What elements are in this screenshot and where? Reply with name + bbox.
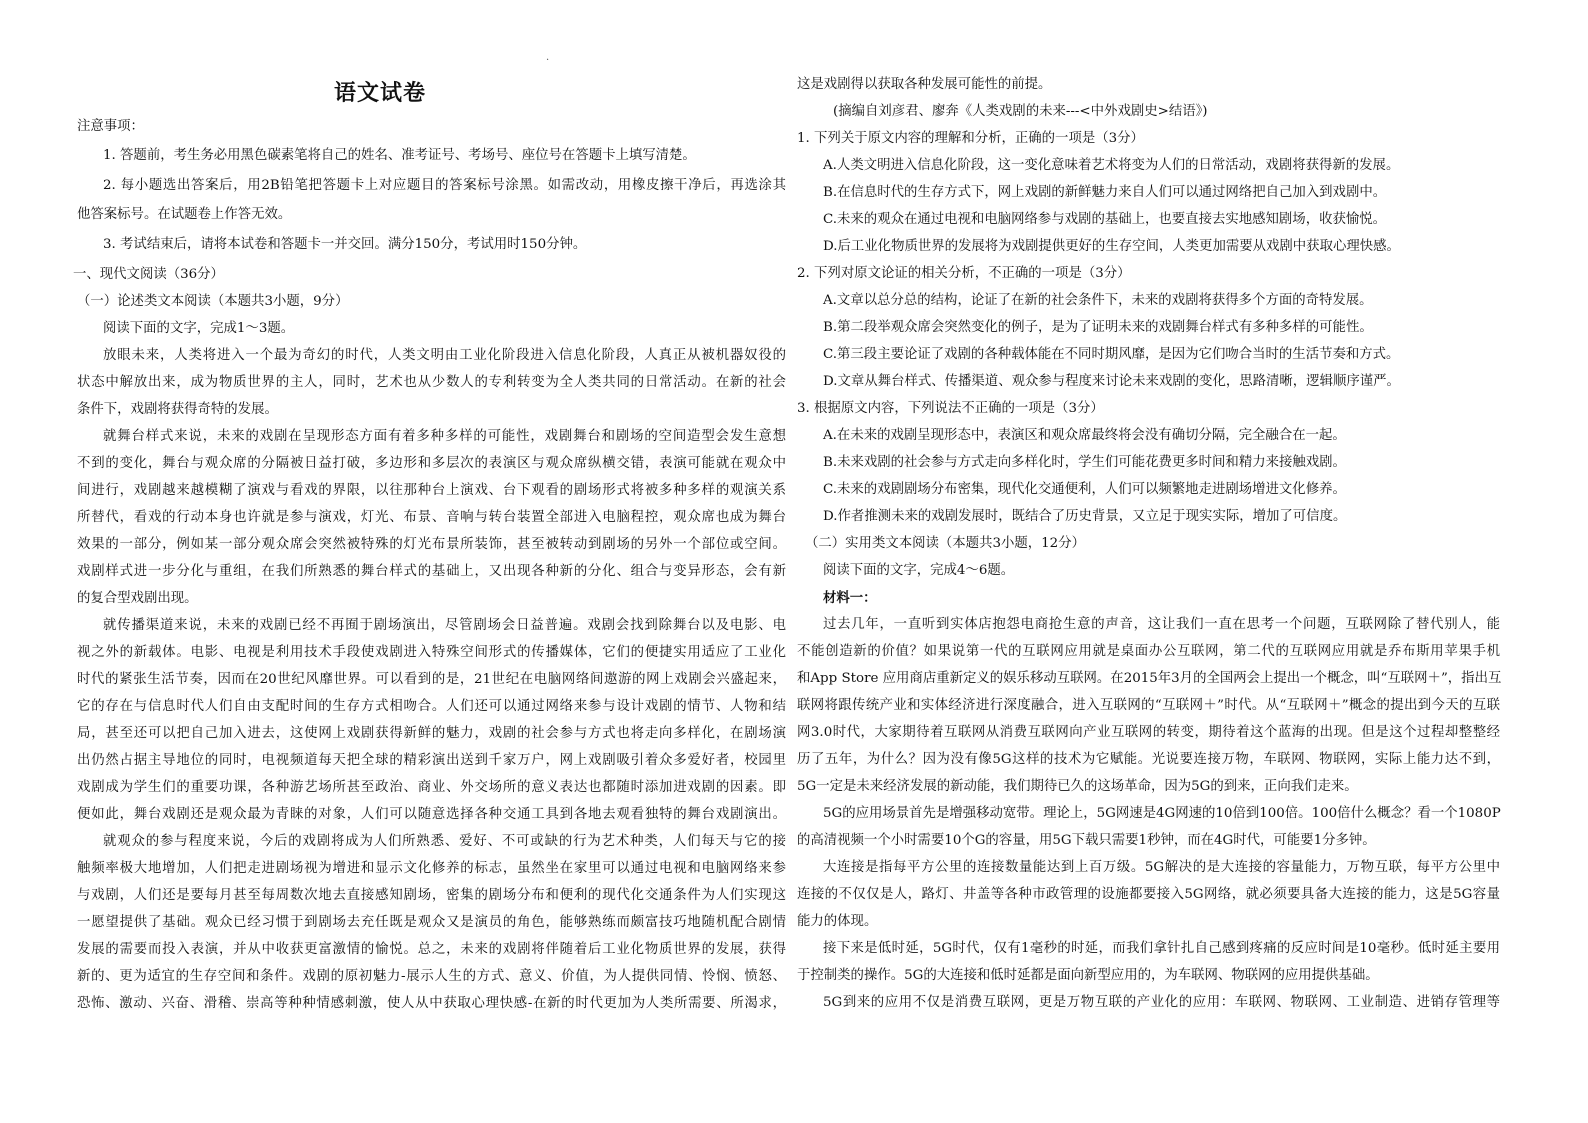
left-text-line: 的复合型戏剧出现。 bbox=[77, 591, 198, 606]
left-text-line: 恐怖、激动、兴奋、滑稽、崇高等种种情感刺激，使人从中获取心理快感-在新的时代更加为人类所需要、所渴求， bbox=[77, 996, 786, 1011]
left-text-line: 所替代，看戏的行动本身也许就是参与演戏，灯光、布景、音响与转台装置全部进入电脑程控，观众席也成为舞台 bbox=[77, 510, 786, 525]
left-text-line: 戏剧样式进一步分化与重组，在我们所熟悉的舞台样式的基础上，又出现各种新的分化、组合与变异形态，会有新 bbox=[77, 564, 786, 579]
question-2-option-b: B.第二段举观众席会突然变化的例子，是为了证明未来的戏剧舞台样式有多种多样的可能性。 bbox=[823, 320, 1373, 335]
right-text-line: 过去几年，一直听到实体店抱怨电商抢生意的声音，这让我们一直在思考一个问题，互联网除了替代别人，能 bbox=[823, 617, 1500, 632]
notice-item-2-cont: 他答案标号。在试题卷上作答无效。 bbox=[77, 207, 292, 222]
left-text-line: 就舞台样式来说，未来的戏剧在呈现形态方面有着多种多样的可能性，戏剧舞台和剧场的空间造型会发生意想 bbox=[103, 429, 786, 444]
left-text-line: 就观众的参与程度来说，今后的戏剧将成为人们所熟悉、爱好、不可或缺的行为艺术种类，人们每天与它的接 bbox=[103, 834, 786, 849]
right-text-line: 网3.0时代，大家期待着互联网从消费互联网向产业互联网的转变，期待着这个蓝海的出现。但是这个过程却整整经 bbox=[797, 725, 1500, 740]
left-text-line: 就传播渠道来说，未来的戏剧已经不再囿于剧场演出，尽管剧场会日益普遍。戏剧会找到除舞台以及电影、电 bbox=[103, 618, 786, 633]
right-text-line: 和App Store 应用商店重新定义的娱乐移动互联网。在2015年3月的全国两会上提出一个概念，叫“互联网＋”，指出互 bbox=[797, 671, 1502, 686]
question-3-option-b: B.未来戏剧的社会参与方式走向多样化时，学生们可能花费更多时间和精力来接触戏剧。 bbox=[823, 455, 1346, 470]
left-text-line: 发展的需要而投入表演，并从中收获更富激情的愉悦。总之，未来的戏剧将伴随着后工业化物质世界的发展，获得 bbox=[77, 942, 786, 957]
left-text-line: 一愿望提供了基础。观众已经习惯于到剧场去充任既是观众又是演员的角色，能够熟练而颇富技巧地随机配合剧情 bbox=[77, 915, 786, 930]
question-1-option-d: D.后工业化物质世界的发展将为戏剧提供更好的生存空间，人类更加需要从戏剧中获取心理快感。 bbox=[823, 239, 1400, 254]
question-3-option-d: D.作者推测未来的戏剧发展时，既结合了历史背景，又立足于现实实际，增加了可信度。 bbox=[823, 509, 1347, 524]
question-1-option-b: B.在信息时代的生存方式下，网上戏剧的新鲜魅力来自人们可以通过网络把自己加入到戏剧中。 bbox=[823, 185, 1387, 200]
left-text-line: 条件下，戏剧将获得奇特的发展。 bbox=[77, 402, 278, 417]
page-title: 语文试卷 bbox=[333, 80, 426, 106]
section1-heading: 一、现代文阅读（36分） bbox=[73, 267, 224, 282]
question-2-option-a: A.文章以总分总的结构，论证了在新的社会条件下，未来的戏剧将获得多个方面的奇特发展。 bbox=[823, 293, 1373, 308]
left-text-line: 间进行，戏剧越来越模糊了演戏与看戏的界限，以往那种台上演戏、台下观看的剧场形式将被多种多样的观演关系 bbox=[77, 483, 786, 498]
left-text-line: 便如此，舞台戏剧还是观众最为青睐的对象，人们可以随意选择各种交通工具到各地去观看独特的舞台戏剧演出。 bbox=[77, 807, 786, 822]
right-text-line: 大连接是指每平方公里的连接数量能达到上百万级。5G解决的是大连接的容量能力，万物互联，每平方公里中 bbox=[823, 860, 1500, 875]
left-text-line: 放眼未来，人类将进入一个最为奇幻的时代，人类文明由工业化阶段进入信息化阶段，人真正从被机器奴役的 bbox=[103, 348, 786, 363]
section1-instruction: 阅读下面的文字，完成1～3题。 bbox=[103, 321, 295, 336]
right-text-line: 的高清视频一个小时需要10个G的容量，用5G下载只需要1秒钟，而在4G时代，可能要1分多钟。 bbox=[797, 833, 1376, 848]
notice-item-2: 2. 每小题选出答案后，用2B铅笔把答题卡上对应题目的答案标号涂黑。如需改动，用橡皮擦干净后，再选涂其 bbox=[103, 178, 786, 193]
source-citation: (摘编自刘彦君、廖奔《人类戏剧的未来---<中外戏剧史>结语》) bbox=[833, 104, 1208, 119]
section1-sub-heading: （一）论述类文本阅读（本题共3小题，9分） bbox=[77, 294, 349, 309]
right-text-line: 5G的应用场景首先是增强移动宽带。理论上，5G网速是4G网速的10倍到100倍。100倍什么概念？看一个1080P bbox=[823, 806, 1501, 821]
left-text-line: 它的存在与信息时代人们自由支配时间的生存方式相吻合。人们还可以通过网络来参与设计戏剧的情节、人物和结 bbox=[77, 699, 786, 714]
question-3-stem: 3. 根据原文内容，下列说法不正确的一项是（3分） bbox=[797, 401, 1104, 416]
left-text-line: 不到的变化，舞台与观众席的分隔被日益打破，多边形和多层次的表演区与观众席纵横交错，表演可能就在观众中 bbox=[77, 456, 786, 471]
left-text-line: 戏剧成为学生们的重要功课，各种游艺场所甚至政治、商业、外交场所的意义表达也都随时添加进戏剧的因素。即 bbox=[77, 780, 786, 795]
notice-item-3: 3. 考试结束后，请将本试卷和答题卡一并交回。满分150分，考试用时150分钟。 bbox=[103, 237, 587, 252]
question-2-stem: 2. 下列对原文论证的相关分析，不正确的一项是（3分） bbox=[797, 266, 1131, 281]
question-1-option-c: C.未来的观众在通过电视和电脑网络参与戏剧的基础上，也要直接去实地感知剧场，收获愉悦。 bbox=[823, 212, 1387, 227]
right-text-line: 5G到来的应用不仅是消费互联网，更是万物互联的产业化的应用：车联网、物联网、工业制造、进销存管理等 bbox=[823, 995, 1500, 1010]
right-text-line: 能力的体现。 bbox=[797, 914, 878, 929]
left-text-line: 出仍然占据主导地位的同时，电视频道每天把全球的精彩演出送到千家万户，网上戏剧吸引着众多爱好者，校园里 bbox=[77, 753, 786, 768]
left-text-line: 触频率极大地增加，人们把走进剧场视为增进和显示文化修养的标志，虽然坐在家里可以通过电视和电脑网络来参 bbox=[77, 861, 786, 876]
right-text-line: 联网将跟传统产业和实体经济进行深度融合，进入互联网的“互联网＋”时代。从“互联网＋”概念的提出到今天的互联 bbox=[797, 698, 1500, 713]
right-text-line: 不能创造新的价值？如果说第一代的互联网应用就是桌面办公互联网，第二代的互联网应用就是乔布斯用苹果手机 bbox=[797, 644, 1500, 659]
header-dot: . bbox=[546, 52, 550, 63]
left-text-line: 视之外的新载体。电影、电视是利用技术手段使戏剧进入特殊空间形式的传播媒体，它们的便捷实用适应了工业化 bbox=[77, 645, 786, 660]
question-3-option-a: A.在未来的戏剧呈现形态中，表演区和观众席最终将会没有确切分隔，完全融合在一起。 bbox=[823, 428, 1346, 443]
right-text-line: 接下来是低时延，5G时代，仅有1毫秒的时延，而我们拿针扎自己感到疼痛的反应时间是10毫秒。低时延主要用 bbox=[823, 941, 1500, 956]
right-text-line: 历了五年，为什么？因为没有像5G这样的技术为它赋能。光说要连接万物，车联网、物联网，实际上能力达不到， bbox=[797, 752, 1500, 767]
question-1-stem: 1. 下列关于原文内容的理解和分析，正确的一项是（3分） bbox=[797, 131, 1144, 146]
notice-item-1: 1. 答题前，考生务必用黑色碳素笔将自己的姓名、准考证号、考场号、座位号在答题卡上填写清楚。 bbox=[103, 148, 696, 163]
question-3-option-c: C.未来的戏剧剧场分布密集，现代化交通便利，人们可以频繁地走进剧场增进文化修养。 bbox=[823, 482, 1346, 497]
right-text-line: 这是戏剧得以获取各种发展可能性的前提。 bbox=[797, 77, 1052, 92]
right-text-line: 连接的不仅仅是人，路灯、井盖等各种市政管理的设施都要接入5G网络，就必须要具备大连接的能力，这是5G容量 bbox=[797, 887, 1500, 902]
question-2-option-c: C.第三段主要论证了戏剧的各种载体能在不同时期风靡，是因为它们吻合当时的生活节奏和方式。 bbox=[823, 347, 1400, 362]
question-1-option-a: A.人类文明进入信息化阶段，这一变化意味着艺术将变为人们的日常活动，戏剧将获得新的发展。 bbox=[823, 158, 1400, 173]
material-label: 材料一： bbox=[823, 590, 877, 606]
section2-instruction: 阅读下面的文字，完成4～6题。 bbox=[823, 563, 1015, 578]
left-text-line: 状态中解放出来，成为物质世界的主人，同时，艺术也从少数人的专利转变为全人类共同的日常活动。在新的社会 bbox=[77, 375, 786, 390]
left-text-line: 局，甚至还可以把自己加入进去，这使网上戏剧获得新鲜的魅力，戏剧的社会参与方式也将走向多样化，在剧场演 bbox=[77, 726, 786, 741]
question-2-option-d: D.文章从舞台样式、传播渠道、观众参与程度来讨论未来戏剧的变化，思路清晰，逻辑顺序谨严。 bbox=[823, 374, 1400, 389]
left-text-line: 新的、更为适宜的生存空间和条件。戏剧的原初魅力-展示人生的方式、意义、价值，为人提供同情、怜悯、愤怒、 bbox=[77, 969, 786, 984]
notice-heading: 注意事项： bbox=[77, 119, 144, 134]
right-text-line: 于控制类的操作。5G的大连接和低时延都是面向新型应用的，为车联网、物联网的应用提供基础。 bbox=[797, 968, 1379, 983]
left-text-line: 时代的紧张生活节奏，因而在20世纪风靡世界。可以看到的是，21世纪在电脑网络间遨游的网上戏剧会兴盛起来， bbox=[77, 672, 786, 687]
right-text-line: 5G一定是未来经济发展的新动能，我们期待已久的这场革命，因为5G的到来，正向我们走来。 bbox=[797, 779, 1358, 794]
section2-heading: （二）实用类文本阅读（本题共3小题，12分） bbox=[805, 536, 1085, 551]
left-text-line: 效果的一部分，例如某一部分观众席会突然被特殊的灯光布景所装饰，甚至被转动到剧场的另外一个部位或空间。 bbox=[77, 537, 786, 552]
left-text-line: 与戏剧，人们还是要每月甚至每周数次地去直接感知剧场，密集的剧场分布和便利的现代化交通条件为人们实现这 bbox=[77, 888, 786, 903]
